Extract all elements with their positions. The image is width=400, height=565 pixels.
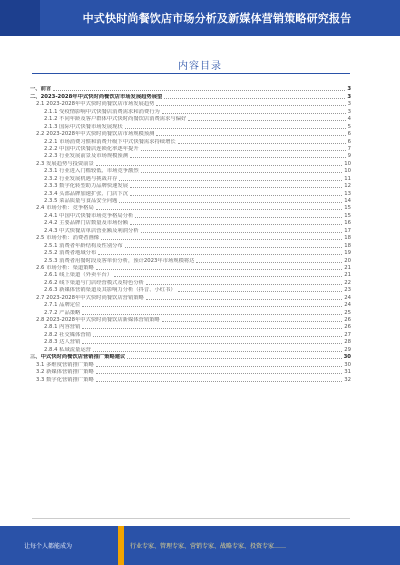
toc-entry-page: 27 — [344, 331, 351, 338]
toc-leader-dots — [82, 327, 342, 329]
toc-entry[interactable] — [30, 183, 351, 190]
toc-entry-page: 30 — [343, 354, 351, 361]
toc-entry-label: 2.3.3 数字化转型助力品牌快速发展 — [44, 183, 129, 190]
toc-entry[interactable] — [30, 175, 351, 182]
toc-leader-dots — [96, 164, 342, 166]
toc-entry[interactable] — [30, 294, 351, 301]
toc-heading: 内容目录 — [178, 61, 222, 72]
toc-entry-label: 2.5.1 消费者年龄结构及性别分布 — [44, 242, 123, 249]
toc-leader-dots — [196, 261, 342, 263]
toc-entry-label: 2.6 市场分析：渠道策略 — [36, 264, 94, 271]
toc-entry-page: 23 — [344, 287, 351, 294]
toc-entry-label: 2.7.1 品牌定位 — [44, 302, 81, 309]
toc-entry-label: 2.5 市场分析：消费者画像 — [36, 235, 100, 242]
toc-entry-page: 18 — [344, 235, 351, 242]
toc-entry-label: 2.8.1 内容营销 — [44, 324, 81, 331]
toc-entry[interactable] — [30, 376, 351, 383]
toc-entry[interactable] — [30, 324, 351, 331]
toc-entry-label: 2.4.1 中国中式快餐市场竞争格局分析 — [44, 212, 134, 219]
toc-entry-page: 28 — [344, 339, 351, 346]
toc-entry-page: 11 — [344, 175, 351, 182]
toc-entry[interactable] — [30, 160, 351, 167]
toc-entry-label: 2.1.3 国际中式快餐市场发展现状 — [44, 123, 123, 130]
toc-entry[interactable] — [30, 205, 351, 212]
toc-leader-dots — [98, 253, 342, 255]
toc-entry[interactable] — [30, 108, 351, 115]
toc-entry[interactable] — [30, 287, 351, 294]
toc-leader-dots — [125, 246, 343, 248]
toc-entry-label: 3.1 多维度营销推广策略 — [36, 361, 94, 368]
toc-entry[interactable] — [30, 272, 351, 279]
toc-leader-dots — [53, 89, 345, 91]
toc-entry-label: 三、中式快时尚餐饮店营销推广策略建议 — [30, 354, 126, 361]
toc-leader-dots — [130, 223, 342, 225]
toc-leader-dots — [82, 305, 342, 307]
toc-entry[interactable] — [30, 101, 351, 108]
toc-leader-dots — [127, 357, 341, 359]
toc-leader-dots — [96, 372, 342, 374]
toc-leader-dots — [135, 216, 342, 218]
toc-entry-page: 30 — [344, 361, 351, 368]
toc-entry-page: 22 — [344, 279, 351, 286]
toc-entry-label: 2.6.2 线下渠道与门店经营模式及特色分析 — [44, 279, 144, 286]
toc-entry-label: 2.3.2 行业发展机遇与挑战并存 — [44, 175, 118, 182]
header-accent-stripe — [0, 0, 40, 36]
toc-entry-page: 6 — [347, 138, 351, 145]
toc-entry[interactable] — [30, 235, 351, 242]
toc-entry-page: 29 — [344, 346, 351, 353]
toc-entry[interactable] — [30, 302, 351, 309]
toc-leader-dots — [96, 208, 342, 210]
toc-entry[interactable] — [30, 242, 351, 249]
toc-entry-label: 2.6.3 新媒体营销渠道及其影响力分析（抖音、小红书） — [44, 287, 176, 294]
toc-entry-page: 18 — [344, 242, 351, 249]
toc-entry[interactable] — [30, 198, 351, 205]
toc-entry-page: 9 — [347, 153, 351, 160]
toc-leader-dots — [119, 179, 342, 181]
toc-entry-page: 31 — [344, 369, 351, 376]
toc-entry-label: 2.5.3 消费者用餐时段及客单价分析，预计2023年市场规模将达 — [44, 257, 195, 264]
toc-entry[interactable] — [30, 86, 351, 93]
toc-entry[interactable] — [30, 153, 351, 160]
toc-entry-page: 26 — [344, 324, 351, 331]
toc-leader-dots — [162, 320, 343, 322]
toc-entry[interactable] — [30, 331, 351, 338]
toc-entry[interactable] — [30, 317, 351, 324]
toc-entry-label: 2.4.3 中式快餐店单店营业额及利润分析 — [44, 227, 139, 234]
toc-entry-label: 2.3.4 头部品牌加速扩张、门店下沉 — [44, 190, 129, 197]
page-footer — [0, 526, 400, 565]
toc-entry[interactable] — [30, 369, 351, 376]
toc-leader-dots — [141, 149, 346, 151]
toc-leader-dots — [119, 201, 342, 203]
toc-entry[interactable] — [30, 131, 351, 138]
toc-entry-page: 14 — [344, 198, 351, 204]
toc-entry[interactable] — [30, 93, 351, 100]
toc-leader-dots — [164, 97, 345, 99]
toc-entry-page: 3 — [347, 108, 351, 115]
toc-leader-dots — [114, 275, 342, 277]
toc-entry[interactable] — [30, 361, 351, 368]
toc-entry-label: 2.2.1 市场消费习惯和消费升级下中式快餐需求持续增长 — [44, 138, 176, 145]
toc-entry-page: 24 — [344, 294, 351, 301]
toc-leader-dots — [101, 238, 342, 240]
table-of-contents — [30, 86, 351, 384]
toc-entry[interactable] — [30, 212, 351, 219]
toc-leader-dots — [141, 171, 343, 173]
toc-entry-label: 一、前言 — [30, 86, 52, 93]
toc-entry[interactable] — [30, 220, 351, 227]
toc-entry-page: 5 — [347, 123, 351, 130]
toc-entry-page: 7 — [347, 145, 351, 152]
toc-entry-page: 10 — [344, 168, 351, 175]
toc-entry[interactable] — [30, 339, 351, 346]
toc-leader-dots — [156, 134, 345, 136]
toc-entry-page: 10 — [344, 160, 351, 167]
toc-entry-page: 20 — [344, 257, 351, 264]
toc-entry-page: 12 — [344, 183, 351, 190]
toc-entry-page: 32 — [344, 376, 351, 383]
toc-leader-dots — [96, 268, 342, 270]
toc-entry-page: 17 — [344, 227, 351, 234]
toc-entry-page: 19 — [344, 250, 351, 257]
toc-entry-page: 3 — [347, 101, 351, 108]
toc-entry-label: 2.1.2 不同年龄及客户群体中式快时尚餐饮店消费需求与偏好 — [44, 116, 187, 123]
toc-entry-label: 2.8.2 社交媒体营销 — [44, 331, 91, 338]
toc-leader-dots — [156, 104, 345, 106]
bottom-divider — [32, 518, 350, 519]
toc-leader-dots — [130, 156, 346, 158]
toc-entry-page: 21 — [344, 264, 351, 271]
toc-entry-label: 3.3 数字化营销推广策略 — [36, 376, 94, 383]
toc-entry-page: 4 — [347, 116, 351, 123]
toc-leader-dots — [93, 335, 342, 337]
toc-entry-label: 2.2.2 中国中式快餐店连锁化率逐年提升 — [44, 145, 139, 152]
footer-slogan: 让每个人都能成为 — [24, 543, 73, 550]
toc-entry-page: 6 — [347, 131, 351, 138]
toc-entry[interactable] — [30, 116, 351, 123]
toc-entry-page: 15 — [344, 205, 351, 212]
toc-entry-label: 2.1.1 受疫情影响中式快餐店消费需求和消费行为 — [44, 108, 160, 115]
toc-leader-dots — [93, 350, 342, 352]
toc-leader-dots — [146, 298, 342, 300]
toc-entry-label: 3.2 新媒体营销推广策略 — [36, 369, 94, 376]
toc-entry[interactable] — [30, 309, 351, 316]
toc-entry[interactable] — [30, 168, 351, 175]
toc-entry-label: 2.3 发展趋势与投资前景 — [36, 160, 94, 167]
toc-entry-label: 2.8.4 私域流量运营 — [44, 346, 91, 353]
toc-entry-label: 二、2023-2028年中式快时尚餐饮店市场发展趋势展望 — [30, 93, 163, 100]
toc-heading-rule — [32, 73, 350, 74]
toc-entry-label: 2.4 市场分析：竞争格局 — [36, 205, 94, 212]
toc-entry[interactable] — [30, 138, 351, 145]
page-header — [0, 0, 400, 36]
toc-entry-label: 2.5.2 消费者地域分布 — [44, 250, 97, 257]
toc-entry-label: 2.7.2 产品策略 — [44, 309, 81, 316]
toc-entry[interactable] — [30, 250, 351, 257]
toc-entry-page: 13 — [344, 190, 351, 197]
toc-leader-dots — [82, 313, 342, 315]
toc-entry[interactable] — [30, 265, 351, 272]
toc-leader-dots — [96, 365, 342, 367]
toc-leader-dots — [82, 342, 342, 344]
toc-entry[interactable] — [30, 346, 351, 353]
toc-entry-label: 2.2.3 行业发展前景及市场规模预测 — [44, 153, 129, 160]
toc-entry[interactable] — [30, 190, 351, 197]
toc-leader-dots — [130, 186, 342, 188]
toc-entry-page: 15 — [344, 212, 351, 219]
toc-entry[interactable] — [30, 279, 351, 286]
toc-entry-label: 2.3.5 菜品质量与食品安全问题 — [44, 198, 118, 204]
toc-leader-dots — [125, 127, 346, 129]
toc-leader-dots — [146, 283, 342, 285]
toc-entry[interactable] — [30, 257, 351, 264]
toc-entry-label: 2.4.2 主要品牌门店数量及市场份额 — [44, 220, 129, 227]
toc-leader-dots — [178, 290, 343, 292]
toc-leader-dots — [130, 194, 342, 196]
toc-entry-page: 3 — [347, 86, 351, 93]
toc-entry-page: 16 — [344, 220, 351, 227]
toc-entry[interactable] — [30, 123, 351, 130]
footer-tagline: 行业专家、管理专家、营销专家、战略专家、投资专家…… — [130, 543, 287, 550]
toc-leader-dots — [141, 231, 343, 233]
toc-entry-page: 26 — [344, 317, 351, 323]
toc-entry-label: 2.1 2023-2028年中式快时尚餐饮店市场发展趋势 — [36, 101, 155, 108]
toc-entry-label: 2.2 2023-2028年中式快时尚餐饮店市场规模预测 — [36, 131, 155, 138]
toc-entry-label: 2.8.3 达人营销 — [44, 339, 81, 346]
report-title: 中式快时尚餐饮店市场分析及新媒体营销策略研究报告 — [82, 12, 352, 25]
toc-entry-label: 2.8 2023-2028年中式快时尚餐饮店新媒体营销策略 — [36, 317, 160, 323]
toc-leader-dots — [162, 112, 346, 114]
toc-entry-label: 2.7 2023-2028年中式快时尚餐饮店营销策略 — [36, 294, 144, 301]
toc-entry[interactable] — [30, 354, 351, 361]
footer-accent-tab — [118, 526, 124, 565]
toc-entry[interactable] — [30, 146, 351, 153]
toc-leader-dots — [178, 142, 346, 144]
toc-entry[interactable] — [30, 227, 351, 234]
toc-entry-page: 25 — [344, 309, 351, 316]
toc-leader-dots — [188, 119, 345, 121]
toc-entry-page: 3 — [347, 93, 351, 100]
toc-entry-label: 2.3.1 行业进入门槛较低、市场竞争激烈 — [44, 168, 139, 175]
toc-entry-label: 2.6.1 线上渠道（外卖平台） — [44, 272, 113, 279]
toc-entry-page: 24 — [344, 302, 351, 309]
toc-leader-dots — [96, 380, 342, 382]
toc-entry-page: 21 — [344, 272, 351, 279]
